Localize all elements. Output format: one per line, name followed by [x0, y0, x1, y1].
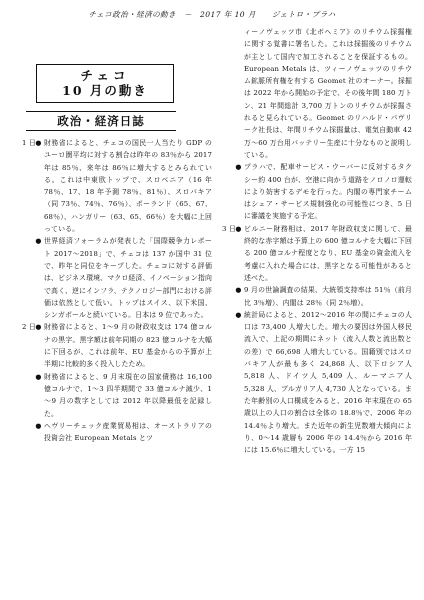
entry-marker: [22, 321, 43, 333]
title-month: 10 月の動き: [62, 83, 148, 98]
diary-entry: [222, 26, 412, 161]
diary-entry: [222, 161, 412, 222]
entry-marker: [22, 420, 43, 432]
bullet-icon: ●: [235, 286, 242, 295]
entry-text: 世界経済フォーラムが発表した「国際競争力レポート 2017～2018」で、チェコは 137 か国中 31 位で、昨年と同位をキープした。チェコに対する評価は、ビジネス環境、マクロ経済、イノベーション指向で高く、逆にインフラ、テクノロジー部門における評価は依然として低い。トップはスイス、以下米国、シンガポールと続いている。日本は 9 位であった。: [44, 237, 212, 320]
entry-marker: [222, 309, 243, 321]
entry-text: 財務省によると、1～9 月の財政収支は 174 億コルナの黒字。黒字額は前年同期の 823 億コルナを大幅に下回るが、これは前年、EU 基金からの予算が上半期に比較的多く投入したため。: [44, 323, 212, 369]
bullet-icon: ●: [35, 237, 42, 246]
bullet-icon: ●: [35, 139, 42, 147]
entry-marker: [22, 137, 43, 149]
entry-day: 2 日: [22, 323, 36, 332]
section-heading: 政治・経済日誌: [26, 111, 176, 131]
diary-entry: [22, 235, 212, 321]
diary-entry: [22, 321, 212, 370]
entry-marker: [22, 235, 43, 247]
entry-day: 1 日: [22, 139, 36, 147]
entry-day: 3 日: [222, 224, 236, 233]
entry-text: ィーノヴェッツ市《北ボヘミア》のリチウム採掘権に関する覚書に署名した。これは採掘後のリチウムが主として国内で加工されることを保証するもの。European Metals は、ツィーノヴェッツのリチウム鉱脈所有権を有する Geomet 社のオーナー。採掘は 2022 年から開始の予定で、その後年間 180 万トン、21 年間総計 3,700 万トンのリチウムが採掘されると見られている。Geomet のリハルド・パヴリーク社長は、年間リチウム採掘量は、電気自動車 42 万～60 万台用バッテリー生産に十分なものと説明している。: [244, 28, 412, 159]
entry-text: プラハで、配車サービス・ウーバーに反対するタクシー約 400 台が、空港に向かう道路をノロノロ運転により妨害するデモを行った。内閣の専門家チームはシェア・サービス規制強化の可能性につき、5 日に審議を実施する予定。: [244, 163, 412, 221]
entry-marker: [222, 161, 243, 173]
bullet-icon: ●: [235, 224, 242, 233]
bullet-icon: ●: [35, 323, 42, 332]
entry-marker: [22, 371, 43, 383]
entry-text: 財務省によると、チェコの国民一人当たり GDP のユーロ圏平均に対する割合は昨年の 83％から 2017 年は 85％、来年は 86％に増大するとみられている。これは中東欧トップで、スロベニア（16 年 78％、17、18 年予測 78％、81％）、スロバキア（同 73％、74％、76％）、ポーランド（65、67、68％）、ハンガリー（63、65、66％）を大幅に上回っている。: [44, 139, 212, 234]
running-header: チェコ政治・経済の動き － 2017 年 10 月 ジェトロ・プラハ: [88, 10, 336, 19]
bullet-icon: ●: [35, 421, 42, 430]
entry-text: 財務省によると、9 月末現在の国家債務は 16,100 億コルナで、1～3 四半期間で 33 億コルナ減少、1～9 月の数字としては 2012 年以降最低を記録した。: [44, 372, 212, 418]
bullet-icon: ●: [235, 310, 242, 319]
diary-entry: [22, 371, 212, 420]
bullet-icon: ●: [35, 372, 42, 381]
right-column: [222, 26, 412, 456]
entry-marker: [222, 284, 243, 296]
diary-entry: [22, 137, 212, 235]
diary-entry: [22, 420, 212, 445]
diary-entry: [222, 284, 412, 309]
bullet-icon: ●: [235, 163, 242, 172]
entry-text: 9 月の世論調査の結果、大統領支持率は 51％（前月比 3％増）、内閣は 28％（同 2％増）。: [244, 286, 412, 307]
diary-entries-right: [222, 26, 412, 456]
title-country: チェコ: [80, 68, 130, 83]
diary-entry: [222, 223, 412, 284]
title-box: [36, 64, 174, 103]
entry-text: 統計局によると、2012～2016 年の間にチェコの人口は 73,400 人増大した。増大の要因は外国人移民流入で、上記の期間にネット（流入人数と流出数との差）で 66,698 人増大している。国籍別ではスロバキア人が最も多く 24,868 人、以下ロシア人 5,818 人、ドイツ人 5,409 人、ルーマニア人 5,328 人、ブルガリア人 4,730 人となっている。また年齢別の人口構成をみると、2016 年末現在の 65 歳以上の人口の割合は全体の 18.8％で、2006 年の 14.4％より増大。また近年の新生児数増大傾向により、0～14 歳層も 2006 年の 14.4％から 2016 年には 15.6％に増大している。一方 15: [244, 310, 412, 455]
entry-text: ビルニー財務相は、2017 年財政収支に関して、最終的な赤字額は予算上の 600 億コルナを大幅に下回る 200 億コルナ程度となり、EU 基金の資金流入を考慮に入れた場合には、黒字となる可能性があると述べた。: [244, 224, 412, 282]
left-column: [22, 26, 212, 444]
diary-entries-left: [22, 137, 212, 444]
diary-entry: [222, 309, 412, 457]
entry-text: ヘヴリーチェック産業貿易相は、オーストラリアの投資会社 European Metals とツ: [44, 421, 212, 443]
entry-marker: [222, 223, 243, 235]
